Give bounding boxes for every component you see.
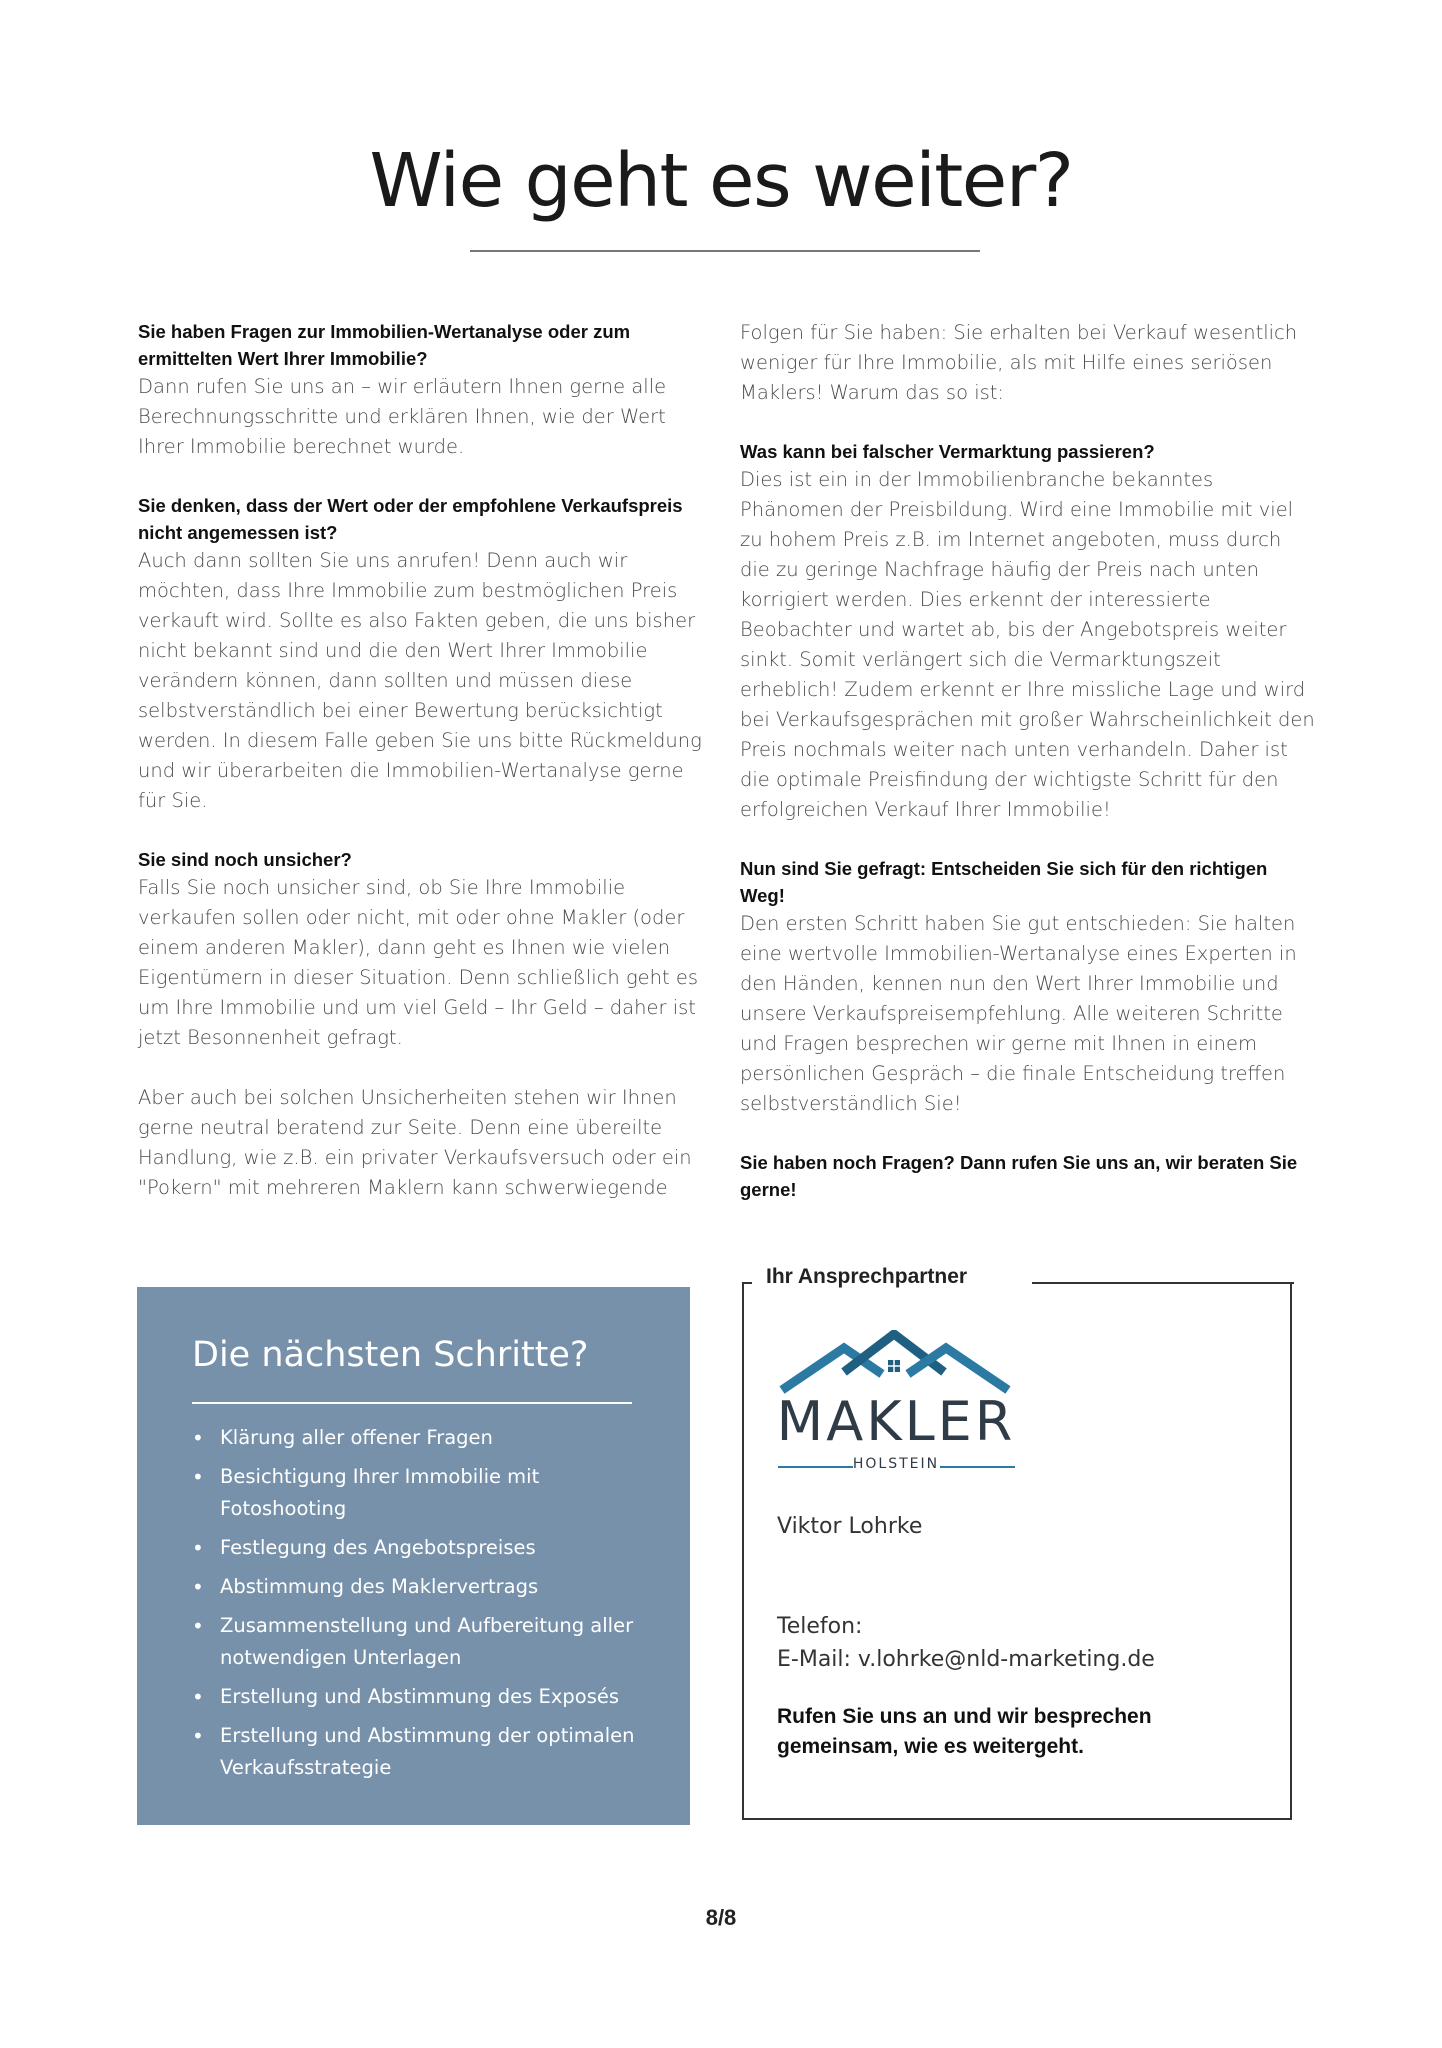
right-column [740,318,1315,1233]
contact-phone: Telefon: [777,1614,863,1639]
contact-box-top-border [1032,1282,1294,1284]
page-title: Wie geht es weiter? [369,138,1073,224]
faq-block [740,438,1315,825]
faq-block [138,318,713,462]
faq-question: Sie haben noch Fragen? Dann rufen Sie uns an, wir beraten Sie gerne! [740,1152,1298,1200]
left-column [138,318,713,1233]
faq-block [138,846,713,1053]
next-steps-divider [192,1402,632,1404]
faq-answer: Falls Sie noch unsicher sind, ob Sie Ihre Immobilie verkaufen sollen oder nicht, mit oder ohne Makler (oder einem anderen Makler), dann geht es Ihnen wie vielen Eigentümern in dieser Situation. Denn schließlich geht es um Ihre Immobilie und um viel Geld – Ihr Geld – daher ist jetzt Besonnenheit gefragt. [138,876,699,1049]
page-number: 8/8 [705,1905,737,1930]
faq-answer: Auch dann sollten Sie uns anrufen! Denn auch wir möchten, dass Ihre Immobilie zum bestmöglichen Preis verkauft wird. Sollte es also Fakten geben, die uns bisher nicht bekannt sind und die den Wert Ihrer Immobilie verändern können, dann sollten und müssen diese selbstverständlich bei einer Bewertung berücksichtigt werden. In diesem Falle geben Sie uns bitte Rückmeldung und wir überarbeiten die Immobilien-Wertanalyse gerne für Sie. [138,549,702,812]
faq-answer: Folgen für Sie haben: Sie erhalten bei Verkauf wesentlich weniger für Ihre Immobilie, als mit Hilfe eines seriösen Maklers! Warum das so ist: [740,321,1298,404]
contact-email[interactable]: E-Mail: v.lohrke@nld-marketing.de [777,1647,1155,1672]
list-item: • Erstellung und Abstimmung der optimalen Verkaufsstrategie [192,1720,642,1784]
list-item: • Besichtigung Ihrer Immobilie mit Fotoshooting [192,1461,642,1525]
faq-answer: Dann rufen Sie uns an – wir erläutern Ihnen gerne alle Berechnungsschritte und erklären Ihnen, wie der Wert Ihrer Immobilie berechnet wurde. [138,375,667,458]
faq-answer: Aber auch bei solchen Unsicherheiten stehen wir Ihnen gerne neutral beratend zur Seite. Denn eine übereilte Handlung, wie z.B. ein privater Verkaufsversuch oder ein "Pokern" mit mehreren Maklern kann schwerwiegende [138,1086,692,1199]
title-divider [470,250,980,252]
logo-subtitle: HOLSTEIN [852,1456,940,1472]
faq-block [740,1149,1315,1203]
faq-question: Sie sind noch unsicher? [138,849,352,870]
list-item: • Erstellung und Abstimmung des Exposés [192,1681,642,1713]
next-steps-box [137,1287,690,1825]
contact-name: Viktor Lohrke [777,1514,923,1539]
faq-answer: Dies ist ein in der Immobilienbranche bekanntes Phänomen der Preisbildung. Wird eine Immobilie mit viel zu hohem Preis z.B. im Internet angeboten, muss durch die zu geringe Nachfrage häufig der Preis nach unten korrigiert werden. Dies erkennt der interessierte Beobachter und wartet ab, bis der Angebotspreis weiter sinkt. Somit verlängert sich die Vermarktungszeit erheblich! Zudem erkennt er Ihre missliche Lage und wird bei Verkaufsgesprächen mit großer Wahrscheinlichkeit den Preis nochmals weiter nach unten verhandeln. Daher ist die optimale Preisfindung der wichtigste Schritt für den erfolgreichen Verkauf Ihrer Immobilie! [740,468,1315,821]
logo-wordmark: MAKLER [776,1390,1016,1453]
contact-heading: Ihr Ansprechpartner [758,1265,975,1289]
faq-block [740,855,1315,1119]
faq-answer: Den ersten Schritt haben Sie gut entschieden: Sie halten eine wertvolle Immobilien-Wertanalyse eines Experten in den Händen, kennen nun den Wert Ihrer Immobilie und unsere Verkaufspreisempfehlung. Alle weiteren Schritte und Fragen besprechen wir gerne mit Ihnen in einem persönlichen Gespräch – die finale Entscheidung treffen selbstverständlich Sie! [740,912,1297,1115]
list-item: • Zusammenstellung und Aufbereitung aller notwendigen Unterlagen [192,1610,642,1674]
faq-question: Sie denken, dass der Wert oder der empfohlene Verkaufspreis nicht angemessen ist? [138,495,683,543]
next-steps-list [192,1422,642,1791]
faq-block [740,318,1315,408]
faq-question: Was kann bei falscher Vermarktung passieren? [740,441,1155,462]
list-item: • Festlegung des Angebotspreises [192,1532,642,1564]
faq-question: Sie haben Fragen zur Immobilien-Wertanalyse oder zum ermittelten Wert Ihrer Immobilie? [138,321,631,369]
contact-box-top-border [742,1282,752,1284]
list-item: • Abstimmung des Maklervertrags [192,1571,642,1603]
list-item: • Klärung aller offener Fragen [192,1422,642,1454]
faq-block [138,1083,713,1203]
faq-block [138,492,713,816]
next-steps-title: Die nächsten Schritte? [192,1335,589,1375]
faq-question: Nun sind Sie gefragt: Entscheiden Sie sich für den richtigen Weg! [740,858,1268,906]
logo-divider [940,1466,1015,1468]
contact-call-to-action: Rufen Sie uns an und wir besprechen gemeinsam, wie es weitergeht. [777,1705,1152,1758]
